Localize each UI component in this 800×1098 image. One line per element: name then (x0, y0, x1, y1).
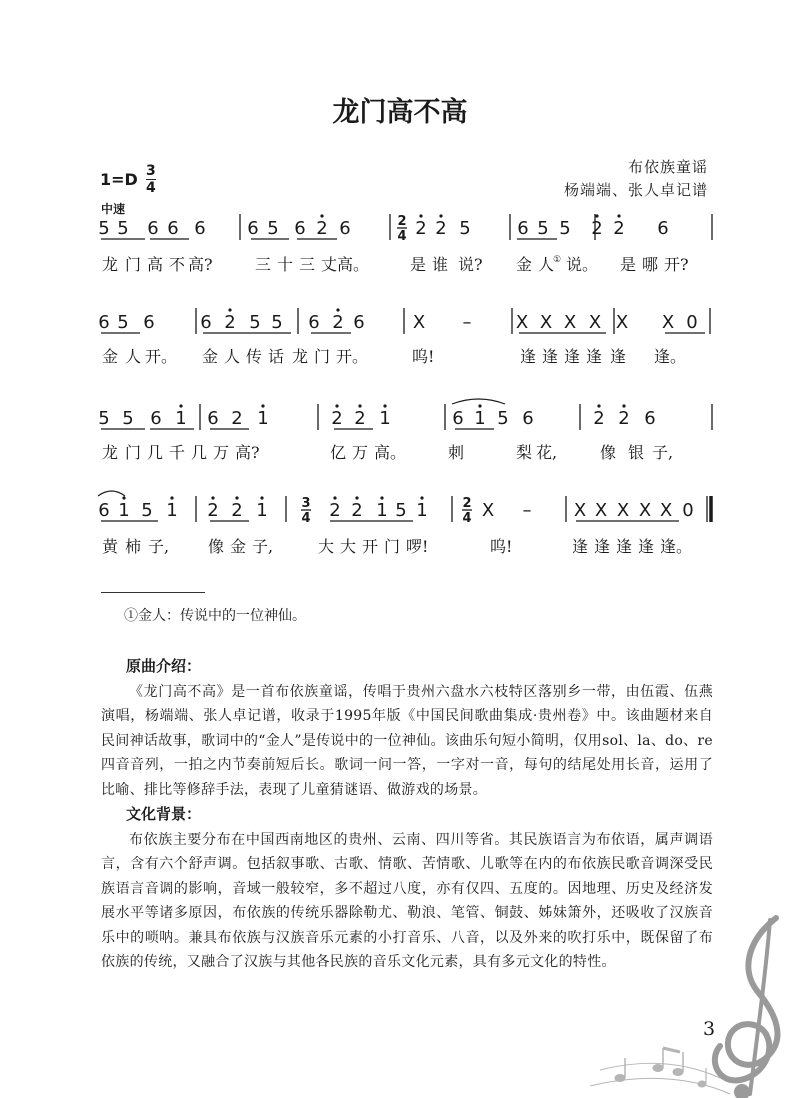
lyric-syllable: 金 (516, 255, 533, 274)
lyric-syllable: 三 (255, 255, 272, 274)
score-note: 5 (249, 312, 261, 333)
score-note: X (563, 312, 577, 333)
octave-dot (383, 404, 386, 407)
score-note: 1 (175, 408, 187, 429)
lyric-syllable: 黄 (102, 537, 119, 556)
section-text-intro: 《龙门高不高》是一首布依族童谣，传唱于贵州六盘水六枝特区落别乡一带，由伍霞、伍燕演唱，杨端端、张人卓记谱，收录于1995年版《中国民间歌曲集成·贵州卷》中。该曲题材来自民间神话故事，歌词中的“金人”是传说中的一位神仙。该曲乐句短小简明，仅用sol、la、do、re四音音列，一拍之内节奏前短后长。歌词一问一答，一字对一音，每句的结尾处用长音，运用了比喻、排比等修辞手法，表现了儿童猜谜语、做游戏的场景。 (101, 684, 713, 798)
score-note: 6 (517, 218, 529, 239)
lyric-syllable: 是 (620, 255, 637, 274)
lyric-syllable: 说? (458, 255, 483, 274)
score-note: 1 (416, 500, 428, 521)
lyric-syllable: 高 (147, 255, 164, 274)
octave-dot (622, 404, 625, 407)
lyric-syllable: 高? (188, 255, 213, 274)
song-origin: 布依族童谣 (627, 158, 708, 176)
octave-dot (335, 404, 338, 407)
octave-dot (122, 496, 125, 499)
lyric-syllable: 梨 (516, 443, 533, 462)
score-note: 1 (379, 408, 391, 429)
score-note: 5 (267, 218, 279, 239)
lyric-syllable: 人 (125, 347, 142, 366)
key-tonic: 1=D (100, 170, 138, 189)
song-transcribers: 杨端端、张人卓记谱 (563, 181, 708, 199)
octave-dot (617, 214, 620, 217)
lyric-syllable: 高? (235, 443, 260, 462)
lyric-syllable: 三 (299, 255, 316, 274)
score-note: X (661, 312, 675, 333)
octave-dot (333, 496, 336, 499)
time-change-top: 2 (462, 496, 472, 511)
score-note: 5 (459, 218, 471, 239)
score-note: 1 (257, 408, 269, 429)
score-note: 6 (294, 218, 306, 239)
score-note: 2 (351, 500, 363, 521)
score-note: 1 (376, 500, 388, 521)
lyric-syllable: 金 (202, 347, 219, 366)
lyric-syllable: 几 (147, 443, 164, 462)
score-note: 6 (339, 218, 351, 239)
score-note: 5 (559, 218, 571, 239)
time-change-bottom: 4 (397, 229, 407, 244)
lyric-syllable: 像 (600, 443, 617, 462)
octave-dot (355, 496, 358, 499)
lyric-syllable: 子, (252, 537, 274, 556)
score-note: 2 (316, 218, 328, 239)
lyric-syllable: 银 (628, 443, 645, 462)
octave-dot (439, 214, 442, 217)
score-note: 6 (147, 218, 159, 239)
score-note: 5 (117, 312, 129, 333)
lyric-syllable: 人 (538, 255, 555, 274)
lyric-syllable: 像 (208, 537, 225, 556)
score-note: 6 (98, 500, 110, 521)
lyric-syllable: 逢 (616, 537, 633, 556)
lyric-syllable: 开? (664, 255, 689, 274)
score-note: 2 (613, 218, 625, 239)
score-note: 6 (522, 408, 534, 429)
score-note: 1 (118, 500, 130, 521)
lyric-syllable: 门 (314, 347, 331, 366)
score-note: 5 (497, 408, 509, 429)
score-note: 2 (415, 218, 427, 239)
octave-dot (419, 214, 422, 217)
lyric-syllable: 逢 (610, 347, 627, 366)
score-note: X (515, 312, 529, 333)
octave-dot (170, 496, 173, 499)
score-note: – (522, 500, 532, 521)
lyric-syllable: 大 (340, 537, 357, 556)
score-note: 6 (194, 218, 206, 239)
octave-dot (358, 404, 361, 407)
page-number: 3 (703, 1018, 716, 1040)
lyric-syllable: 逢。 (654, 347, 687, 366)
score-note: 1 (166, 500, 178, 521)
lyric-syllable: 龙 (102, 255, 119, 274)
lyric-syllable: 啰! (406, 537, 429, 556)
score-note: 2 (224, 312, 236, 333)
lyric-syllable: 门 (125, 443, 142, 462)
lyric-syllable: 门 (384, 537, 401, 556)
score-note: X (481, 500, 495, 521)
treble-clef-icon (715, 918, 778, 1098)
lyric-syllable: 大 (318, 537, 335, 556)
score-note: 6 (657, 218, 669, 239)
score-note: 0 (682, 500, 694, 521)
score-note: X (573, 500, 587, 521)
score-note: 2 (435, 218, 447, 239)
lyric-syllable: 亿 (330, 443, 347, 462)
score-note: X (659, 500, 673, 521)
octave-dot (320, 214, 323, 217)
lyric-syllable: 呜! (412, 347, 435, 366)
score-note: X (615, 312, 629, 333)
score-note: 0 (686, 312, 698, 333)
lyric-syllable: 逢 (564, 347, 581, 366)
score-note: 2 (231, 500, 243, 521)
octave-dot (595, 214, 598, 217)
octave-dot (478, 404, 481, 407)
lyric-syllable: 万 (352, 443, 369, 462)
score-note: X (616, 500, 630, 521)
score-note: 1 (256, 500, 268, 521)
lyric-syllable: 逢 (520, 347, 537, 366)
lyric-syllable: 开。 (145, 347, 178, 366)
score-note: 2 (593, 408, 605, 429)
score-note: X (594, 500, 608, 521)
score-note: 6 (98, 312, 110, 333)
lyric-syllable: 逢 (638, 537, 655, 556)
score-note: 2 (354, 408, 366, 429)
slur (98, 491, 125, 496)
lyric-syllable: 逢 (542, 347, 559, 366)
lyric-syllable: 呜! (490, 537, 513, 556)
lyric-syllable: 花, (536, 443, 558, 462)
score-note: 2 (329, 500, 341, 521)
score-note: 6 (644, 408, 656, 429)
score-note: 5 (537, 218, 549, 239)
octave-dot (597, 404, 600, 407)
lyric-syllable: 逢 (594, 537, 611, 556)
octave-dot (336, 308, 339, 311)
footnote-mark: ① (553, 255, 562, 265)
score-note: 2 (332, 312, 344, 333)
score-note: 6 (200, 312, 212, 333)
lyric-syllable: 龙 (102, 443, 119, 462)
time-change-bottom: 4 (301, 511, 311, 526)
footnote-rule (101, 592, 205, 593)
octave-dot (380, 496, 383, 499)
lyric-syllable: 万 (213, 443, 230, 462)
lyric-syllable: 千 (169, 443, 186, 462)
score-note: 2 (591, 218, 603, 239)
score-note: 6 (308, 312, 320, 333)
lyric-syllable: 开。 (336, 347, 369, 366)
lyric-syllable: 人 (224, 347, 241, 366)
lyric-syllable: 龙 (292, 347, 309, 366)
score-note: X (588, 312, 602, 333)
octave-dot (228, 308, 231, 311)
score-note: 5 (141, 500, 153, 521)
lyric-syllable: 话 (268, 347, 285, 366)
score-note: 5 (98, 218, 110, 239)
page-title: 龙门高不高 (332, 97, 468, 128)
lyric-syllable: 门 (125, 255, 142, 274)
score-note: 5 (117, 218, 129, 239)
score-note: 5 (122, 408, 134, 429)
time-change-top: 3 (301, 496, 311, 511)
score-note: 6 (353, 312, 365, 333)
lyric-syllable: 逢。 (660, 537, 693, 556)
score-note: 2 (331, 408, 343, 429)
score-note: 5 (395, 500, 407, 521)
time-signature: $\frac{3}{4}$ (145, 163, 156, 196)
lyric-syllable: 柿 (125, 537, 142, 556)
octave-dot (261, 404, 264, 407)
lyric-syllable: 谁 (432, 255, 449, 274)
score-note: 2 (618, 408, 630, 429)
lyric-syllable: 子, (148, 537, 170, 556)
score-note: 2 (231, 408, 243, 429)
score-note: 6 (247, 218, 259, 239)
lyric-syllable: 开 (362, 537, 379, 556)
score-note: 2 (207, 500, 219, 521)
time-change-top: 2 (397, 214, 407, 229)
octave-dot (211, 496, 214, 499)
tempo-marking: 中速 (101, 202, 126, 216)
lyric-syllable: 十 (277, 255, 294, 274)
score-note: X (539, 312, 553, 333)
music-note-icon (590, 1048, 730, 1094)
section-heading-culture: 文化背景： (126, 805, 202, 823)
lyric-syllable: 刺 (448, 443, 465, 462)
score-note: – (462, 312, 472, 333)
lyric-syllable: 不 (169, 255, 186, 274)
score-note: 1 (474, 408, 486, 429)
score-note: 6 (143, 312, 155, 333)
lyric-syllable: 逢 (586, 347, 603, 366)
lyric-syllable: 说。 (566, 255, 599, 274)
music-decoration (580, 910, 800, 1098)
score-note: 5 (271, 312, 283, 333)
score-note: X (638, 500, 652, 521)
score-note: 6 (207, 408, 219, 429)
section-text-culture: 布依族主要分布在中国西南地区的贵州、云南、四川等省。其民族语言为布依语，属声调语言，含有六个舒声调。包括叙事歌、古歌、情歌、苦情歌、儿歌等在内的布依族民歌音调深受民族语言音调的影响，音域一般较窄，多不超过八度，亦有仅四、五度的。因地理、历史及经济发展水平等诸多原因，布依族的传统乐器除勒尤、勒浪、笔管、铜鼓、姊妹箫外，还吸收了汉族音乐中的唢呐。兼具布依族与汉族音乐元素的小打音乐、八音，以及外来的吹打乐中，既保留了布依族的传统，又融合了汉族与其他各民族的音乐文化元素，具有多元文化的特性。 (101, 832, 713, 971)
score-note: X (412, 312, 426, 333)
octave-dot (179, 404, 182, 407)
octave-dot (420, 496, 423, 499)
lyric-syllable: 丈高。 (321, 255, 370, 274)
section-heading-intro: 原曲介绍： (126, 657, 202, 675)
lyric-syllable: 是 (410, 255, 427, 274)
lyric-syllable: 几 (191, 443, 208, 462)
lyric-syllable: 逢 (572, 537, 589, 556)
octave-dot (260, 496, 263, 499)
lyric-syllable: 高。 (374, 443, 407, 462)
octave-dot (235, 496, 238, 499)
score-note: 5 (98, 408, 110, 429)
lyric-syllable: 哪 (642, 255, 659, 274)
slur (452, 399, 505, 404)
lyric-syllable: 金 (102, 347, 119, 366)
lyric-syllable: 传 (246, 347, 263, 366)
score-note: 6 (150, 408, 162, 429)
time-change-bottom: 4 (462, 511, 472, 526)
lyric-syllable: 子, (652, 443, 674, 462)
lyric-syllable: 金 (230, 537, 247, 556)
footnote: ①金人：传说中的一位神仙。 (124, 608, 306, 624)
score-note: 6 (167, 218, 179, 239)
score-note: 6 (452, 408, 464, 429)
